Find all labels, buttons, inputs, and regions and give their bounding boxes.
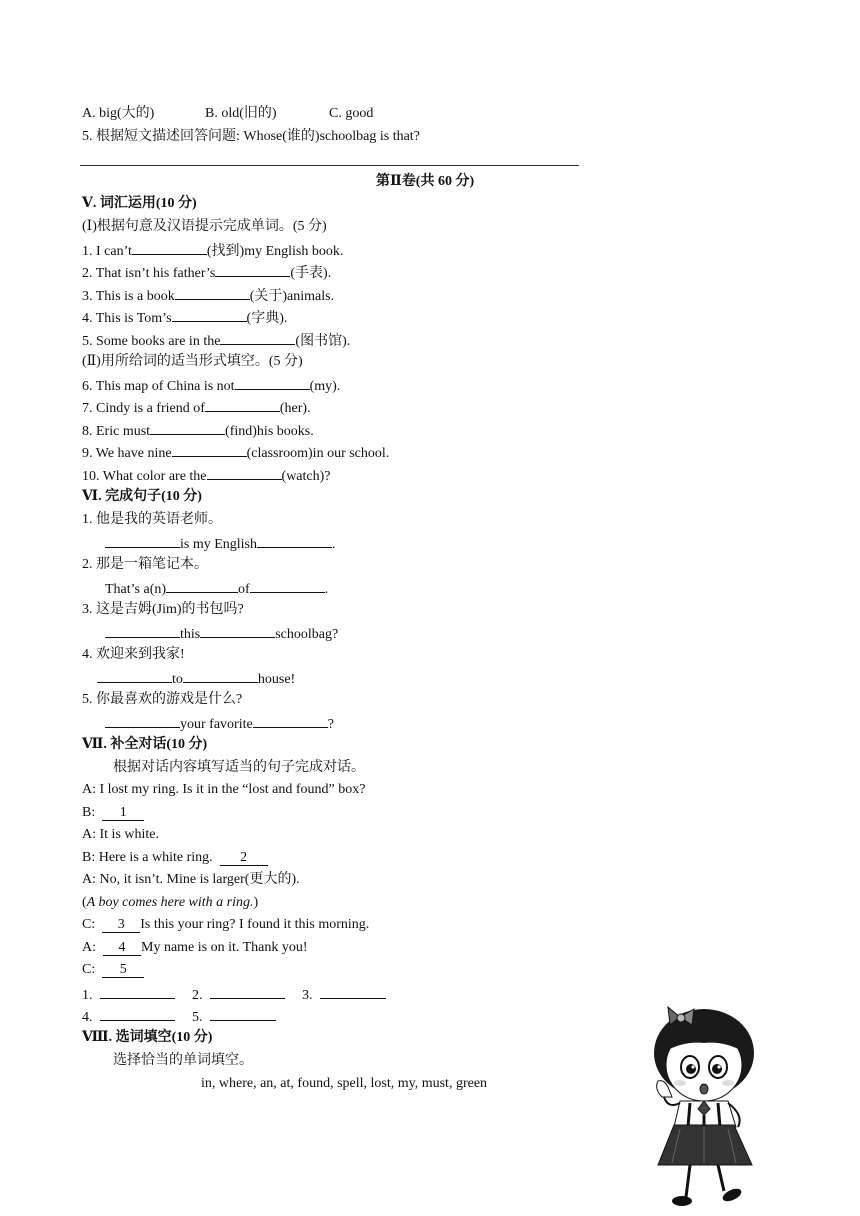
answer-blank[interactable] — [257, 534, 332, 548]
section8-title: Ⅷ. 选词填空(10 分) — [82, 1030, 213, 1045]
dialogue-line-3: A: It is white. — [82, 827, 159, 842]
answer-blank[interactable] — [100, 985, 175, 999]
answer-blank[interactable] — [250, 579, 325, 593]
vocab-item-2: 2. That isn’t his father’s (手表). — [82, 263, 331, 283]
vocab-item-6: 6. This map of China is not (my). — [82, 376, 340, 396]
answer-blank[interactable] — [320, 985, 386, 999]
answer-blank[interactable] — [175, 286, 250, 300]
question-5: 5. 根据短文描述回答问题: Whose(谁的)schoolbag is that? — [82, 129, 420, 144]
answer-blank[interactable] — [100, 1007, 175, 1021]
vocab-item-9: 9. We have nine (classroom)in our school. — [82, 443, 389, 463]
word-bank: in, where, an, at, found, spell, lost, my, must, green — [201, 1076, 488, 1091]
answer-blank[interactable] — [105, 624, 180, 638]
sentence-a3: this schoolbag? — [105, 624, 338, 644]
gap-number: 5 — [102, 963, 144, 978]
vocab-item-1: 1. I can’t (找到)my English book. — [82, 241, 343, 261]
vocab-item-7: 7. Cindy is a friend of (her). — [82, 398, 311, 418]
vocab-item-10: 10. What color are the (watch)? — [82, 466, 331, 486]
dialogue-line-1: A: I lost my ring. Is it in the “lost and found” box? — [82, 782, 366, 797]
answer-blank[interactable] — [105, 714, 180, 728]
answer-blank[interactable] — [172, 308, 247, 322]
gap-number: 3 — [102, 918, 140, 933]
option-b: B. old(旧的) — [205, 106, 277, 121]
vocab-item-5: 5. Some books are in the (图书馆). — [82, 331, 350, 351]
answer-row-2: 4. 5. — [82, 1007, 175, 1027]
section5-sub2: (Ⅱ)用所给词的适当形式填空。(5 分) — [82, 354, 303, 369]
option-a: A. big(大的) — [82, 106, 155, 121]
sentence-q4: 4. 欢迎来到我家! — [82, 647, 185, 662]
part2-title: 第Ⅱ卷(共 60 分) — [376, 174, 475, 189]
dialogue-line-9: C: 5 — [82, 961, 144, 979]
dialogue-line-8: A: 4 My name is on it. Thank you! — [82, 940, 308, 955]
answer-blank[interactable] — [172, 443, 247, 457]
section7-title: Ⅶ. 补全对话(10 分) — [82, 737, 208, 752]
section5-title: Ⅴ. 词汇运用(10 分) — [82, 196, 197, 211]
answer-blank[interactable] — [150, 421, 225, 435]
dialogue-line-5: A: No, it isn’t. Mine is larger(更大的). — [82, 872, 300, 887]
answer-blank[interactable] — [235, 376, 310, 390]
answer-blank[interactable] — [183, 669, 258, 683]
answer-blank[interactable] — [205, 398, 280, 412]
sentence-q5: 5. 你最喜欢的游戏是什么? — [82, 692, 243, 707]
answer-blank[interactable] — [132, 241, 207, 255]
cartoon-girl-illustration — [640, 1005, 770, 1215]
answer-blank[interactable] — [207, 466, 282, 480]
answer-blank[interactable] — [215, 263, 290, 277]
answer-row-1: 1. 2. 3. — [82, 985, 175, 1005]
option-c: C. good — [329, 106, 374, 121]
answer-blank[interactable] — [105, 534, 180, 548]
sentence-a2: That’s a(n) of . — [105, 579, 328, 599]
dialogue-line-2: B: 1 — [82, 804, 144, 822]
answer-blank[interactable] — [200, 624, 275, 638]
sentence-a5: your favorite ? — [105, 714, 334, 734]
vocab-item-4: 4. This is Tom’s (字典). — [82, 308, 287, 328]
vocab-item-3: 3. This is a book (关于)animals. — [82, 286, 334, 306]
answer-blank[interactable] — [97, 669, 172, 683]
options-line — [82, 105, 374, 123]
sentence-a4: to house! — [97, 669, 295, 689]
answer-blank[interactable] — [166, 579, 238, 593]
answer-blank[interactable] — [210, 985, 285, 999]
gap-number: 4 — [103, 941, 141, 956]
sentence-q1: 1. 他是我的英语老师。 — [82, 512, 222, 527]
gap-number: 2 — [220, 851, 268, 866]
divider — [80, 165, 579, 166]
vocab-item-8: 8. Eric must (find)his books. — [82, 421, 314, 441]
sentence-a1: is my English . — [105, 534, 336, 554]
answer-blank[interactable] — [253, 714, 328, 728]
dialogue-line-4: B: Here is a white ring. 2 — [82, 849, 268, 867]
answer-blank[interactable] — [220, 331, 295, 345]
stage-direction: (A boy comes here with a ring.) — [82, 895, 259, 910]
sentence-q2: 2. 那是一箱笔记本。 — [82, 557, 208, 572]
dialogue-line-7: C: 3 Is this your ring? I found it this morning. — [82, 917, 370, 932]
section7-instructions: 根据对话内容填写适当的句子完成对话。 — [113, 760, 365, 775]
sentence-q3: 3. 这是吉姆(Jim)的书包吗? — [82, 602, 244, 617]
gap-number: 1 — [102, 806, 144, 821]
section5-sub1: (Ⅰ)根据句意及汉语提示完成单词。(5 分) — [82, 219, 327, 234]
answer-blank[interactable] — [210, 1007, 276, 1021]
section8-instructions: 选择恰当的单词填空。 — [113, 1053, 253, 1068]
section6-title: Ⅵ. 完成句子(10 分) — [82, 489, 202, 504]
